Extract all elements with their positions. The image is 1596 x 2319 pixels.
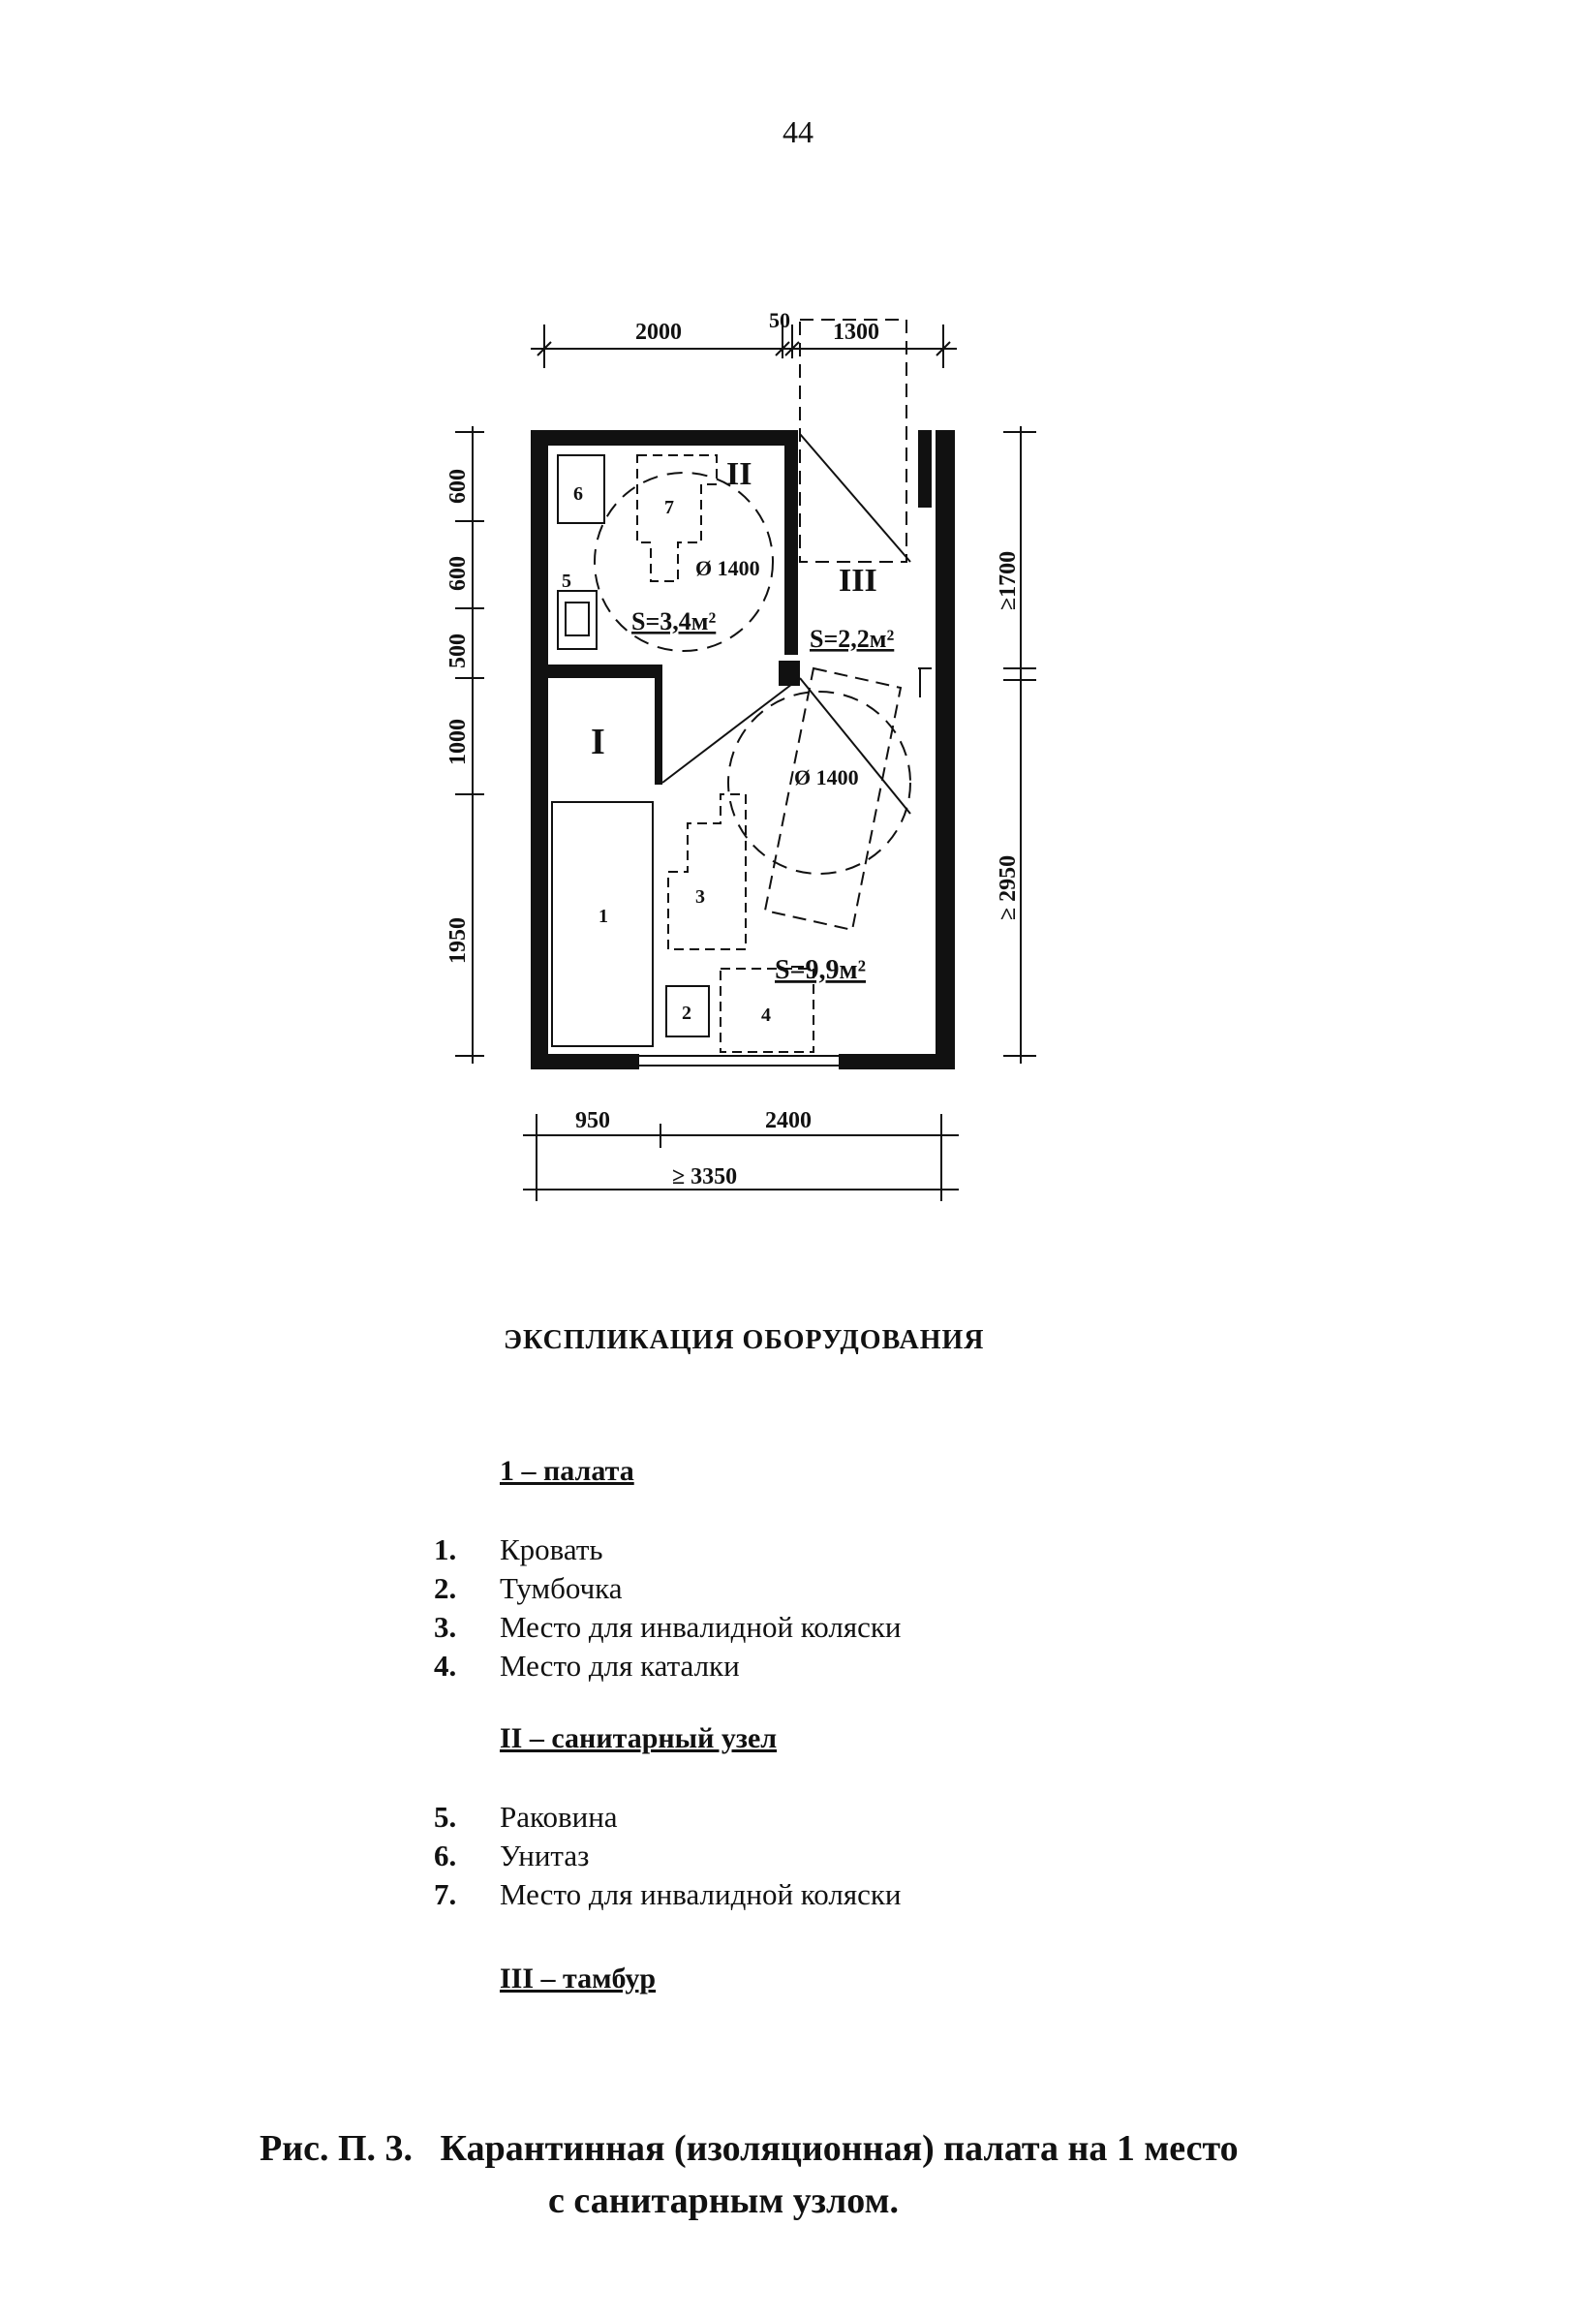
- list-item: [434, 1839, 589, 1873]
- room-label-1: I: [591, 722, 605, 762]
- marker-2: 2: [682, 1003, 691, 1024]
- dim-left-3: 500: [445, 634, 471, 668]
- marker-6: 6: [573, 483, 583, 505]
- item-text: Унитаз: [500, 1839, 590, 1872]
- item-number: 2.: [434, 1571, 457, 1605]
- item-text: Место для инвалидной коляски: [500, 1610, 902, 1644]
- list-item: [434, 1800, 618, 1835]
- dim-left-2: 600: [445, 556, 471, 591]
- item-number: 4.: [434, 1649, 457, 1683]
- room-label-3: III: [839, 563, 877, 599]
- list-item: [434, 1649, 740, 1684]
- turn-circle-label-bath: Ø 1400: [695, 556, 760, 580]
- item-text: Раковина: [500, 1800, 618, 1834]
- dim-left-4: 1000: [445, 719, 471, 765]
- list-item: [434, 1877, 902, 1912]
- top-dimension-lines: [531, 325, 957, 368]
- item-number: 3.: [434, 1610, 457, 1644]
- dim-top-gap: 50: [769, 308, 790, 332]
- item-number: 7.: [434, 1877, 457, 1911]
- dim-bottom-total: ≥ 3350: [672, 1164, 738, 1190]
- item-number: 1.: [434, 1532, 457, 1566]
- list-item: [434, 1610, 902, 1645]
- area-vestibule: S=2,2м²: [810, 625, 895, 653]
- dim-left-1: 600: [445, 469, 471, 504]
- item-text: Место для каталки: [500, 1649, 740, 1683]
- section-heading-ward: 1 – палата: [500, 1455, 634, 1487]
- list-item: [434, 1571, 623, 1606]
- dim-right-top: ≥1700: [996, 550, 1021, 610]
- dim-bottom-2400: 2400: [765, 1108, 812, 1133]
- section-heading-sanitary: II – санитарный узел: [500, 1722, 778, 1754]
- marker-1: 1: [598, 906, 608, 927]
- item-text: Кровать: [500, 1532, 603, 1566]
- explication-title: ЭКСПЛИКАЦИЯ ОБОРУДОВАНИЯ: [504, 1325, 985, 1355]
- fixtures: [552, 455, 709, 1046]
- item-number: 5.: [434, 1800, 457, 1834]
- figure-caption-line-2: с санитарным узлом.: [548, 2180, 899, 2221]
- dim-left-5: 1950: [445, 917, 471, 964]
- area-bathroom: S=3,4м²: [631, 607, 717, 635]
- item-text: Тумбочка: [500, 1571, 623, 1605]
- right-dimension-lines: [1003, 426, 1036, 1064]
- marker-4: 4: [761, 1005, 771, 1026]
- window-bottom: [639, 1056, 839, 1066]
- room-label-2: II: [726, 456, 752, 492]
- area-ward: S=9,9м²: [775, 955, 866, 985]
- page-number: 44: [783, 114, 813, 149]
- item-number: 6.: [434, 1839, 457, 1872]
- list-item: [434, 1532, 603, 1567]
- marker-5: 5: [562, 571, 571, 592]
- dim-top-right: 1300: [833, 320, 879, 345]
- marker-3: 3: [695, 886, 705, 908]
- section-heading-vestibule: III – тамбур: [500, 1963, 657, 1994]
- dim-top-left: 2000: [635, 320, 682, 345]
- dim-bottom-950: 950: [575, 1108, 610, 1133]
- marker-7: 7: [664, 497, 674, 518]
- item-text: Место для инвалидной коляски: [500, 1877, 902, 1911]
- dim-right-bottom: ≥ 2950: [996, 854, 1021, 920]
- turn-circle-label-ward: Ø 1400: [794, 765, 859, 789]
- figure-caption-line-1: Рис. П. 3. Карантинная (изоляционная) палата на 1 место: [260, 2128, 1239, 2169]
